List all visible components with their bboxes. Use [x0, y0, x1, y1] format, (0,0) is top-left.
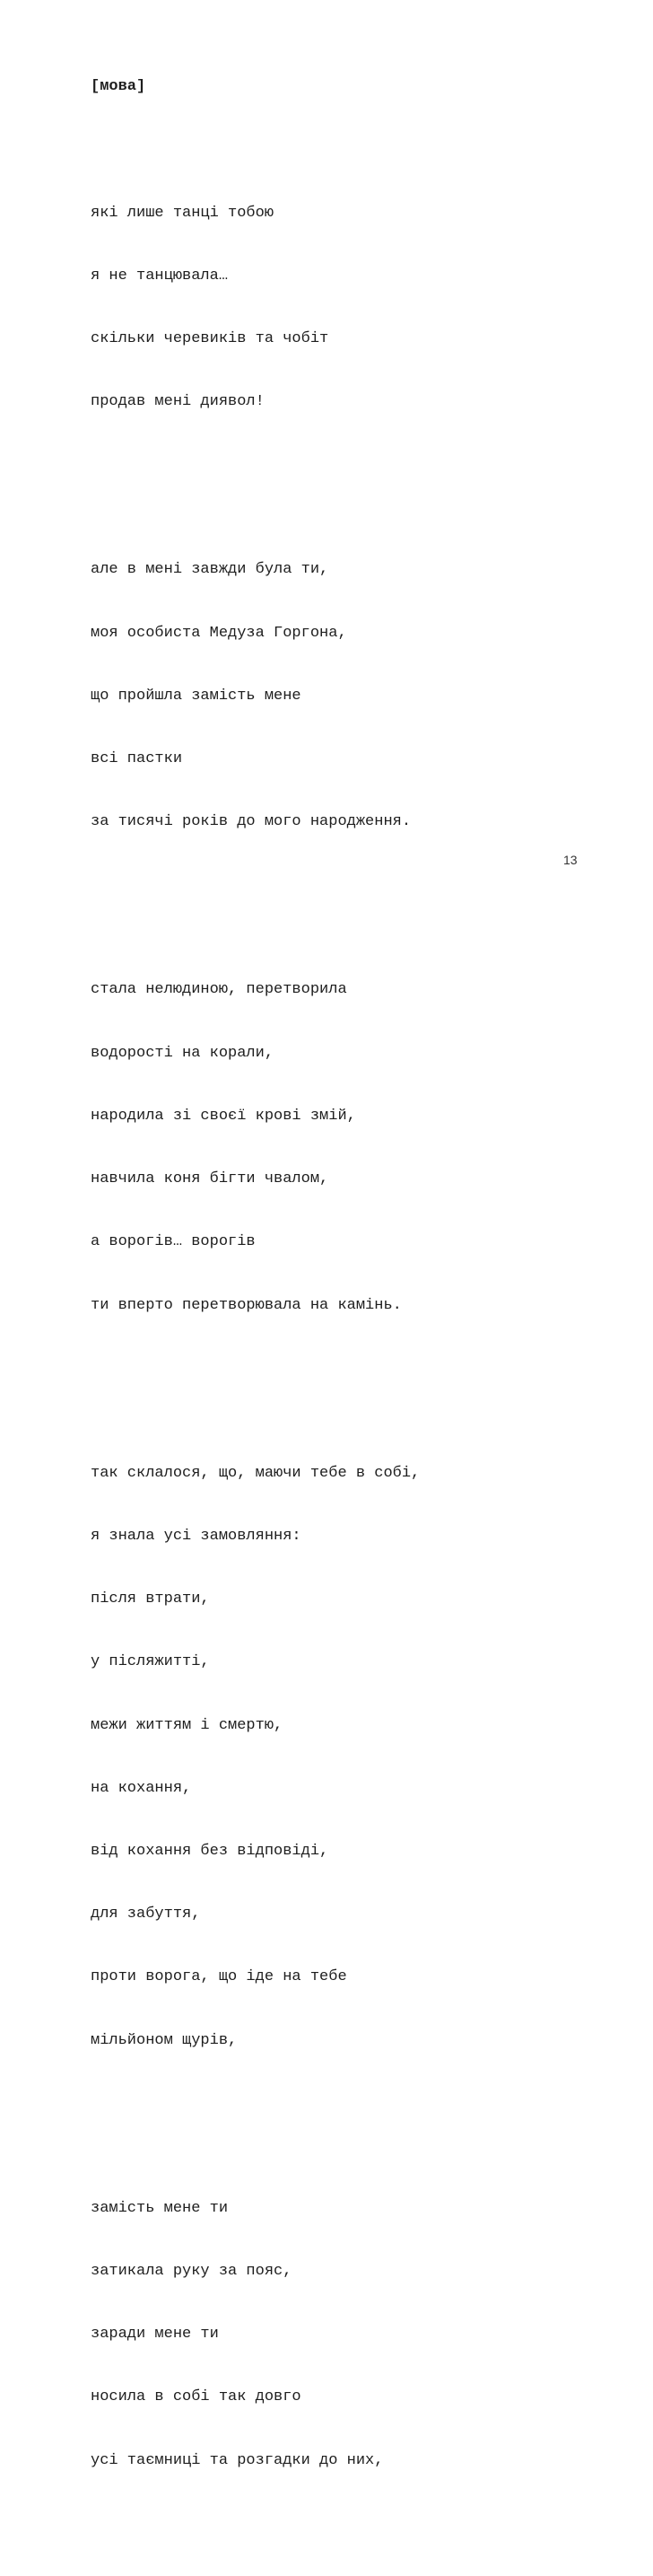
page-number: 13: [563, 853, 578, 867]
poem-line: але в мені завжди була ти,: [91, 561, 329, 579]
poem-line: носила в собі так довго: [91, 2388, 301, 2406]
poem-line: межи життям і смертю,: [91, 1716, 283, 1734]
poem-line: я знала усі замовляння:: [91, 1527, 301, 1545]
poem-line: для забуття,: [91, 1906, 201, 1923]
poem-line: на кохання,: [91, 1779, 192, 1797]
poem-line: замість мене ти: [91, 2199, 229, 2217]
poem-line: всі пастки: [91, 750, 183, 768]
poem-line: усі таємниці та розгадки до них,: [91, 2451, 384, 2469]
poem-line: що пройшла замість мене: [91, 687, 301, 705]
poem-line: продав мені диявол!: [91, 393, 265, 411]
poem-line: а ворогів… ворогів: [91, 1233, 256, 1251]
poem-line: за тисячі років до мого народження.: [91, 813, 412, 831]
poem-line: ти вперто перетворювала на камінь.: [91, 1296, 402, 1314]
poem-line: я не танцювала…: [91, 267, 229, 285]
stanza: [91, 2156, 629, 2513]
poem-line: після втрати,: [91, 1590, 210, 1608]
poem-line: так склалося, що, маючи тебе в собі,: [91, 1464, 421, 1482]
poem-line: моя особиста Медуза Горгона,: [91, 624, 347, 642]
stanza: [91, 938, 629, 1358]
poem-line: скільки черевиків та чобіт: [91, 330, 329, 348]
poem-line: водорості на корали,: [91, 1044, 274, 1062]
poem-line: які лише танці тобою: [91, 204, 274, 222]
poem-line: проти ворога, що іде на тебе: [91, 1968, 347, 1986]
poem-line: у післяжитті,: [91, 1653, 210, 1671]
poem-line: від кохання без відповіді,: [91, 1842, 329, 1860]
stanza: [91, 161, 629, 455]
poem-line: стала нелюдиною, перетворила: [91, 981, 347, 999]
poem-body: [91, 118, 629, 2576]
poem-line: затикала руку за пояс,: [91, 2262, 292, 2280]
stanza: [91, 518, 629, 875]
stanza: [91, 1421, 629, 2093]
poem-line: навчила коня бігти чвалом,: [91, 1170, 329, 1188]
poem-line: мільйоном щурів,: [91, 2031, 238, 2049]
poem-title: [мова]: [91, 78, 146, 95]
poem-line: заради мене ти: [91, 2326, 219, 2344]
poem-line: народила зі своєї крові змій,: [91, 1107, 356, 1125]
